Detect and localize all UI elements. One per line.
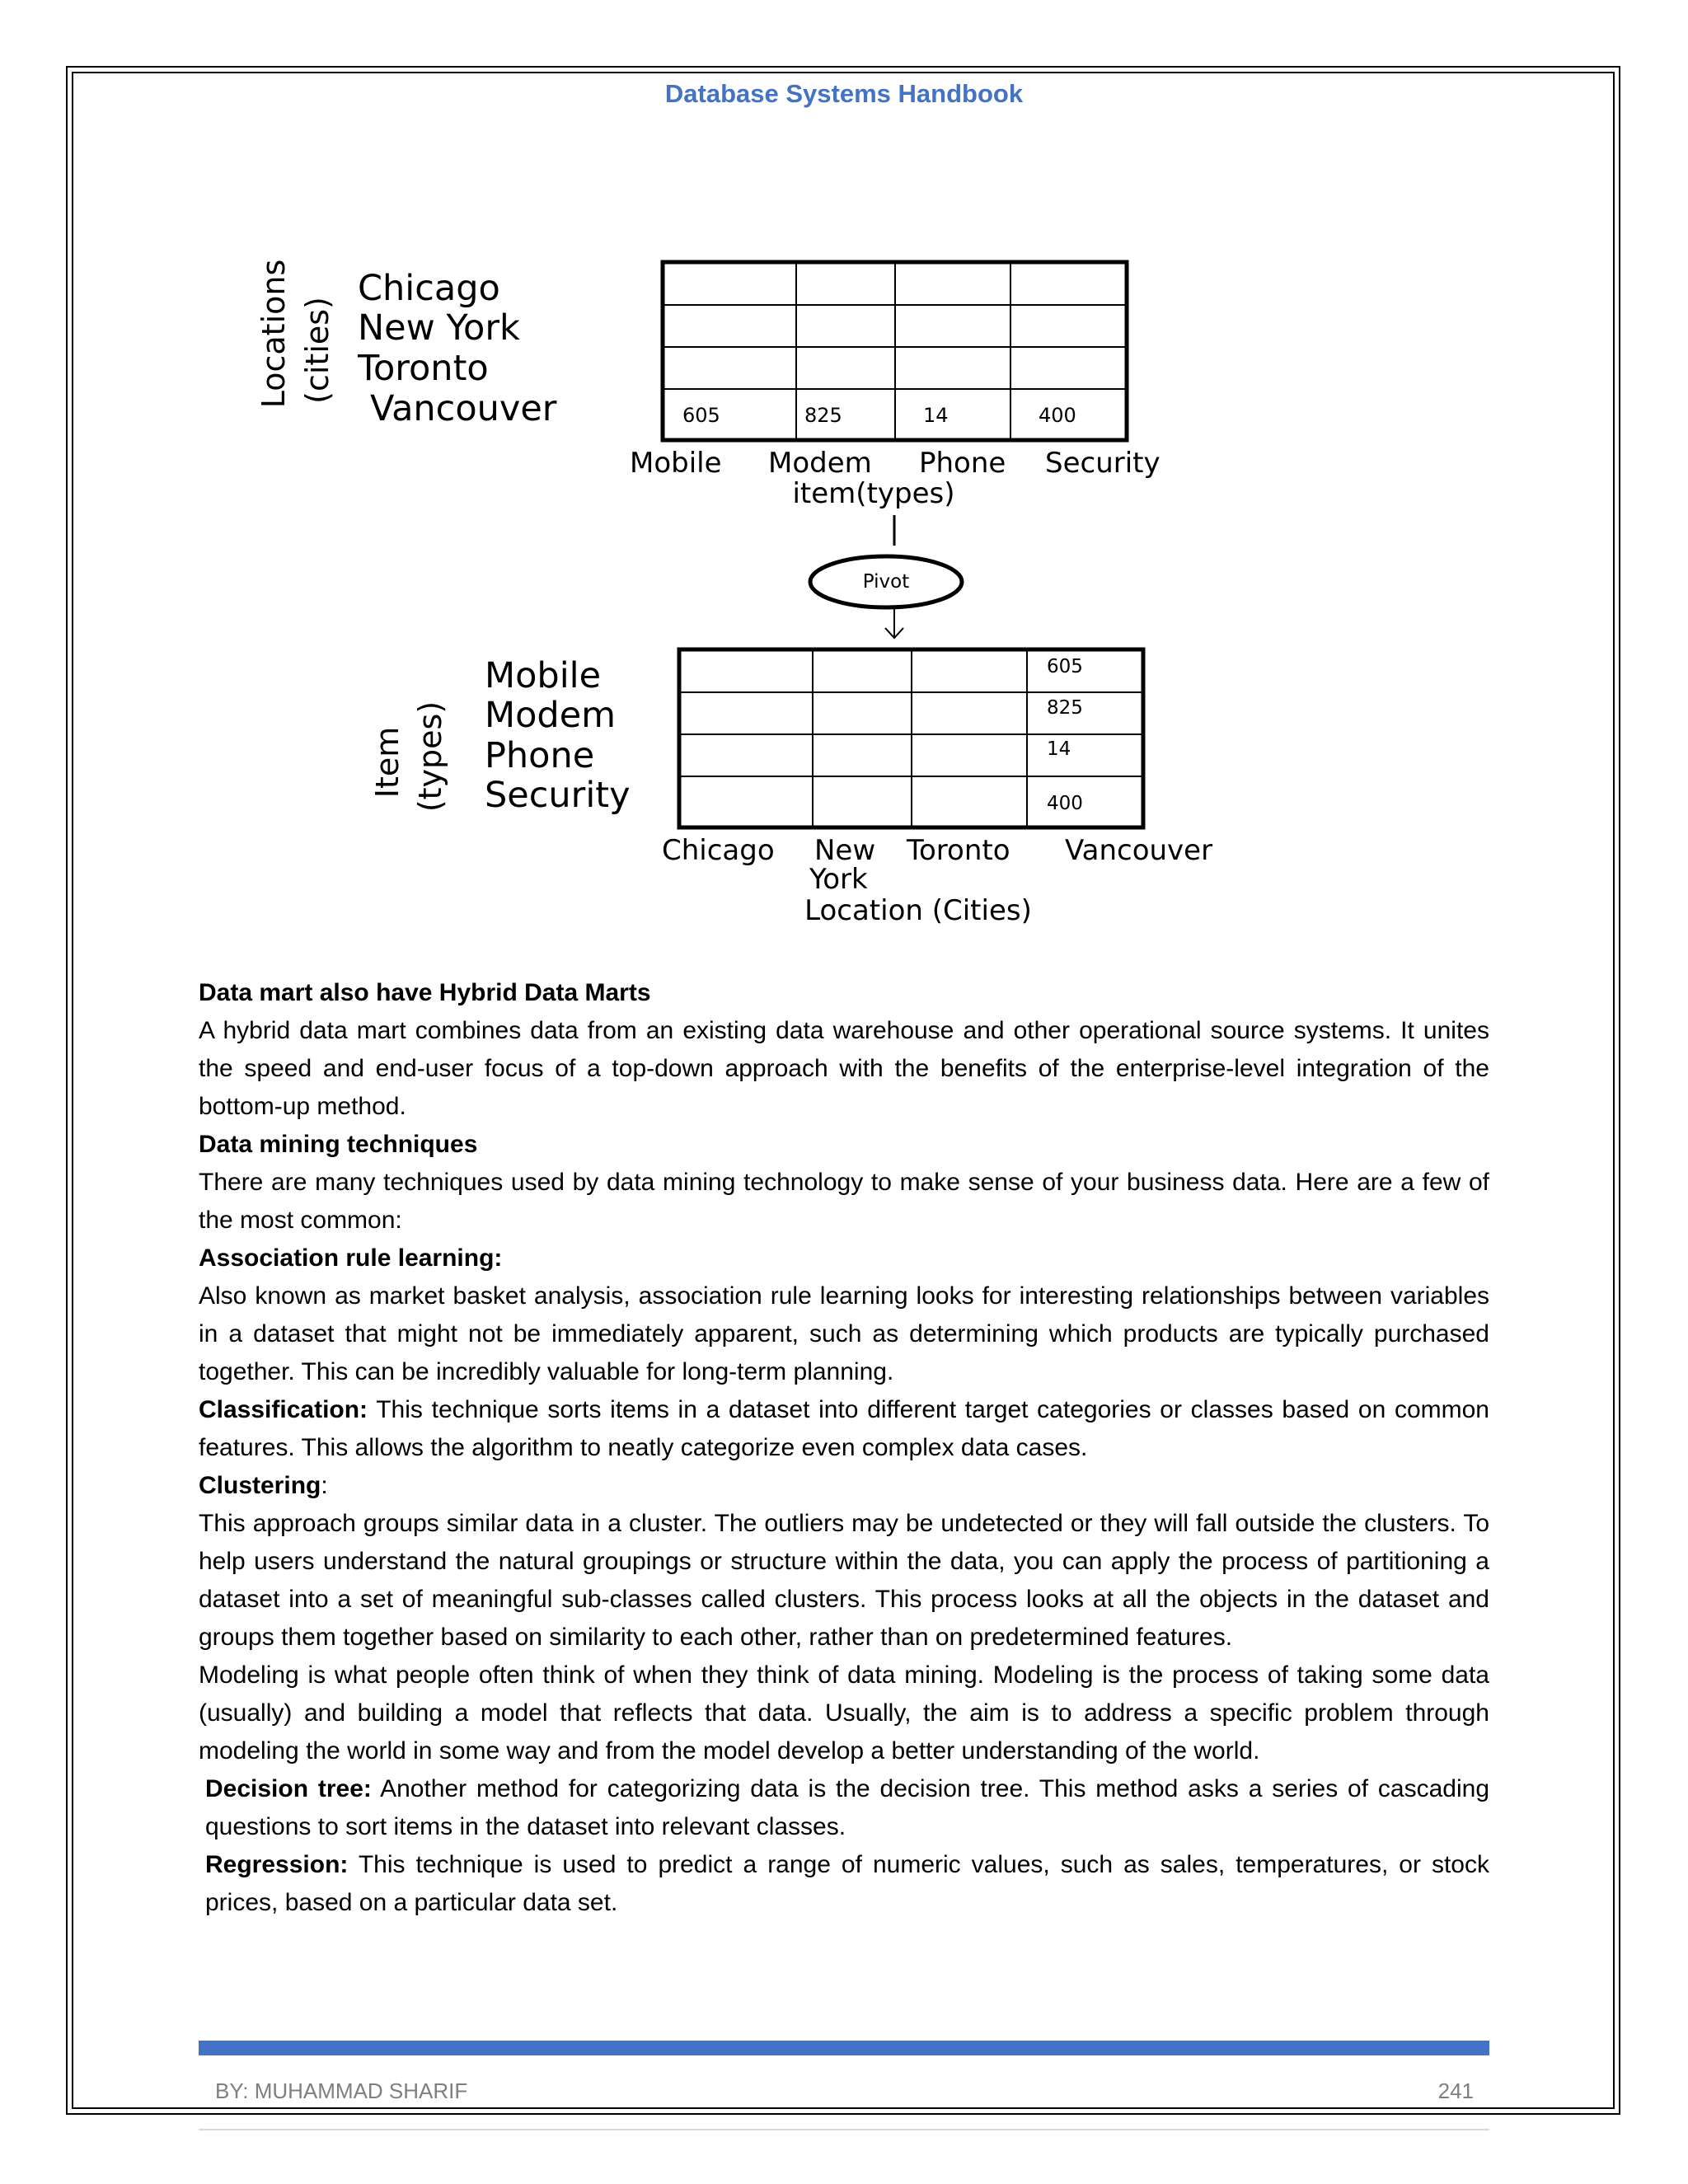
bottom-axis-label-main: Item [369, 726, 406, 799]
bottom-cell-value: 400 [1047, 793, 1083, 814]
top-cell-value: 605 [682, 404, 720, 427]
mining-paragraph: There are many techniques used by data mining technology to make sense of your business data. Here are a few of the most common: [199, 1169, 1489, 1234]
classification-paragraph [199, 1391, 1489, 1467]
bottom-col-label-vancouver: Vancouver [1065, 834, 1213, 867]
hybrid-paragraph: A hybrid data mart combines data from an existing data warehouse and other operational source systems. It unites the speed and end-user focus of a top-down approach with the benefits of the enterprise-level integration of the bottom-up method. [199, 1017, 1489, 1120]
modeling-paragraph: Modeling is what people often think of when they think of data mining. Modeling is the process of taking some data (usually) and building a model that reflects that data. Usually, the aim is to address a specific problem through modeling the world in some way and from the model develop a better understanding of the world. [199, 1661, 1489, 1765]
bottom-row-label-modem: Modem [485, 695, 617, 736]
bottom-table [369, 649, 1212, 927]
clustering-heading-line [199, 1467, 1489, 1505]
body-text [199, 974, 1489, 1922]
decision-tree-paragraph [199, 1770, 1489, 1846]
decision-tree-text: Another method for categorizing data is the decision tree. This method asks a series of cascading questions to sort items in the dataset into relevant classes. [205, 1775, 1489, 1840]
association-paragraph: Also known as market basket analysis, association rule learning looks for interesting relationships between variables in a dataset that might not be immediately apparent, such as determining which products are typically purchased together. This can be incredibly valuable for long-term planning. [199, 1282, 1489, 1385]
top-col-axis-label: item(types) [792, 477, 955, 510]
bottom-row-label-security: Security [485, 775, 631, 816]
classification-text: This technique sorts items in a dataset into different target categories or classes based on common features. This allows the algorithm to neatly categorize even complex data cases. [199, 1396, 1489, 1461]
top-table [256, 260, 1160, 510]
association-heading: Association rule learning: [199, 1244, 503, 1272]
hybrid-heading: Data mart also have Hybrid Data Marts [199, 979, 651, 1006]
top-cell-value: 825 [804, 404, 842, 427]
bottom-cell-value: 605 [1047, 656, 1083, 677]
top-cell-value: 14 [923, 404, 949, 427]
top-col-label-modem: Modem [768, 447, 872, 480]
pivot-diagram [0, 0, 1688, 948]
clustering-heading: Clustering [199, 1472, 321, 1499]
mining-heading: Data mining techniques [199, 1131, 478, 1158]
top-row-label-chicago: Chicago [358, 268, 500, 309]
bottom-row-label-mobile: Mobile [485, 655, 602, 696]
footer-accent-bar [199, 2041, 1489, 2055]
bottom-axis-label-sub: (types) [412, 701, 448, 813]
top-col-label-mobile: Mobile [630, 447, 722, 480]
bottom-col-label-chicago: Chicago [662, 834, 775, 867]
bottom-col-axis-label: Location (Cities) [804, 894, 1032, 927]
clustering-paragraph: This approach groups similar data in a cluster. The outliers may be undetected or they will fall outside the clusters. To help users understand the natural groupings or structure within the data, you can apply the process of partitioning a dataset into a set of meaningful sub-classes called clusters. This process looks at all the objects in the dataset and groups them together based on similarity to each other, rather than on predetermined features. [199, 1510, 1489, 1651]
top-row-label-toronto: Toronto [358, 348, 489, 389]
footer-page-number: 241 [1437, 2079, 1474, 2103]
classification-heading: Classification: [199, 1396, 368, 1423]
bottom-col-label-new: New [814, 834, 876, 867]
top-col-label-phone: Phone [919, 447, 1006, 480]
page-header-title: Database Systems Handbook [664, 79, 1024, 108]
bottom-col-label-toronto: Toronto [907, 834, 1010, 867]
top-axis-label-sub: (cities) [299, 297, 335, 404]
top-row-label-vancouver: Vancouver [370, 388, 557, 429]
regression-heading: Regression: [205, 1851, 349, 1878]
regression-text: This technique is used to predict a range of numeric values, such as sales, temperatures, or stock prices, based on a particular data set. [205, 1851, 1489, 1916]
footer-rule [199, 2129, 1489, 2130]
bottom-row-label-phone: Phone [485, 735, 595, 776]
pivot-label: Pivot [862, 571, 910, 593]
bottom-cell-value: 14 [1047, 738, 1071, 760]
decision-tree-heading: Decision tree: [205, 1775, 372, 1802]
top-col-label-security: Security [1045, 447, 1160, 480]
top-row-label-newyork: New York [358, 307, 520, 349]
regression-paragraph [199, 1846, 1489, 1922]
top-cell-value: 400 [1039, 404, 1076, 427]
footer-author: BY: MUHAMMAD SHARIF [215, 2079, 468, 2103]
bottom-col-label-york: York [809, 863, 868, 896]
bottom-cell-value: 825 [1047, 697, 1083, 719]
clustering-colon: : [321, 1472, 328, 1499]
top-axis-label-main: Locations [256, 259, 292, 409]
pivot-connector [810, 515, 962, 638]
